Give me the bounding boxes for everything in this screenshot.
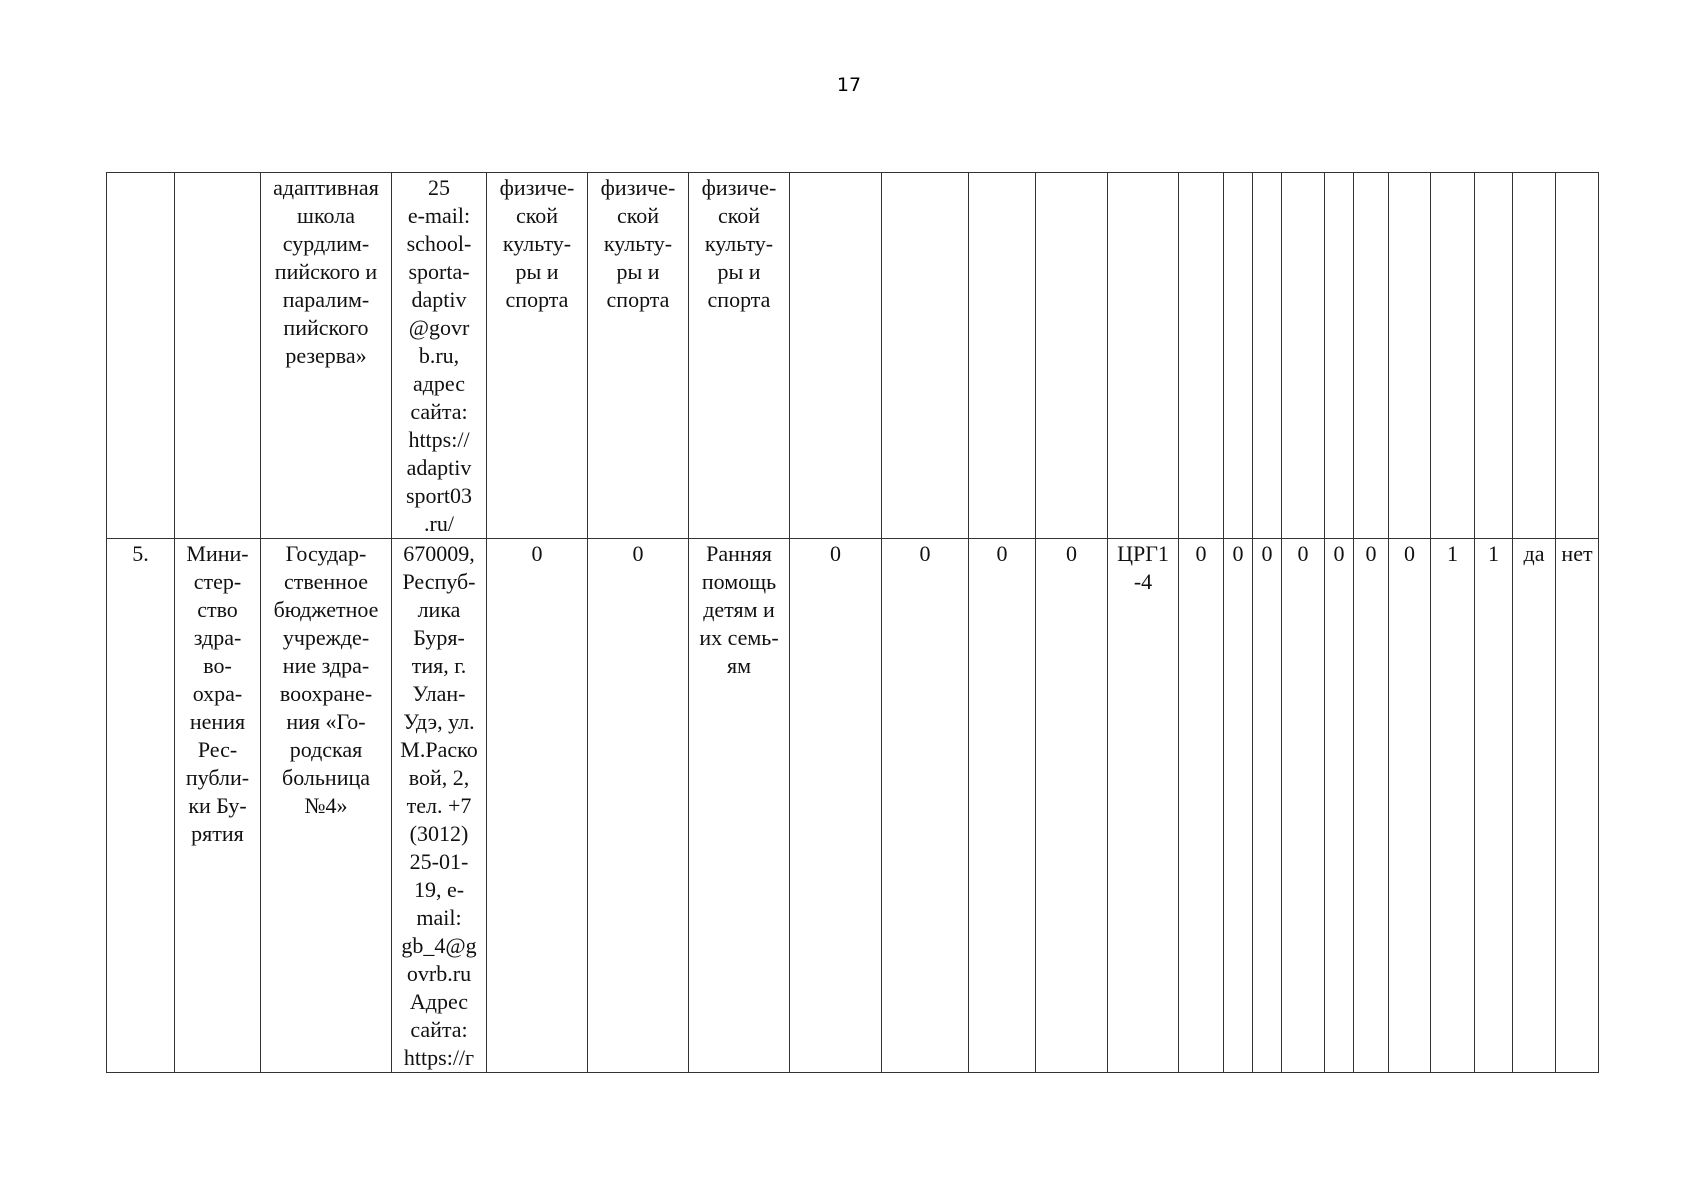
cell-col20 — [1431, 173, 1475, 539]
cell-col14 — [1224, 173, 1253, 539]
cell-col7: Ранняя помощь детям и их семь- ям — [689, 539, 790, 1073]
cell-col8 — [790, 173, 882, 539]
cell-agency — [175, 173, 261, 539]
cell-col12: ЦРГ1 -4 — [1108, 539, 1179, 1073]
registry-table — [106, 172, 1599, 1073]
cell-col23: нет — [1556, 539, 1599, 1073]
cell-col21 — [1475, 173, 1513, 539]
cell-organization: Государ- ственное бюджетное учрежде- ние здра- воохране- ния «Го- родская больница №4» — [261, 539, 392, 1073]
cell-col5: физиче- ской культу- ры и спорта — [487, 173, 588, 539]
cell-col17: 0 — [1325, 539, 1354, 1073]
cell-col10 — [969, 173, 1036, 539]
cell-agency: Мини- стер- ство здра- во- охра- нения Рес- публи- ки Бу- рятия — [175, 539, 261, 1073]
table-row — [107, 173, 1599, 539]
cell-col6: физиче- ской культу- ры и спорта — [588, 173, 689, 539]
cell-address: 670009, Респуб- лика Буря- тия, г. Улан- Удэ, ул. М.Раско вой, 2, тел. +7 (3012) 25-01- 19, e- mail: gb_4@g ovrb.ru Адрес сайта: https://г — [392, 539, 487, 1073]
cell-col17 — [1325, 173, 1354, 539]
cell-col23 — [1556, 173, 1599, 539]
cell-col9 — [882, 173, 969, 539]
table-row — [107, 539, 1599, 1073]
cell-index — [107, 173, 175, 539]
cell-col11 — [1036, 173, 1108, 539]
cell-organization: адаптивная школа сурдлим- пийского и паралим- пийского резерва» — [261, 173, 392, 539]
cell-col5: 0 — [487, 539, 588, 1073]
cell-col16 — [1282, 173, 1325, 539]
cell-col8: 0 — [790, 539, 882, 1073]
cell-col18: 0 — [1354, 539, 1389, 1073]
cell-col6: 0 — [588, 539, 689, 1073]
cell-col22 — [1513, 173, 1556, 539]
cell-address: 25 e-mail: school- sporta- daptiv @govr b.ru, адрес сайта: https:// adaptiv sport03 .ru/ — [392, 173, 487, 539]
cell-col22: да — [1513, 539, 1556, 1073]
cell-col15 — [1253, 173, 1282, 539]
cell-col12 — [1108, 173, 1179, 539]
cell-col13 — [1179, 173, 1224, 539]
cell-col19 — [1389, 173, 1431, 539]
cell-col21: 1 — [1475, 539, 1513, 1073]
cell-index: 5. — [107, 539, 175, 1073]
cell-col11: 0 — [1036, 539, 1108, 1073]
cell-col16: 0 — [1282, 539, 1325, 1073]
cell-col20: 1 — [1431, 539, 1475, 1073]
cell-col13: 0 — [1179, 539, 1224, 1073]
cell-col7: физиче- ской культу- ры и спорта — [689, 173, 790, 539]
cell-col15: 0 — [1253, 539, 1282, 1073]
cell-col19: 0 — [1389, 539, 1431, 1073]
page-number: 17 — [836, 74, 862, 96]
cell-col18 — [1354, 173, 1389, 539]
cell-col14: 0 — [1224, 539, 1253, 1073]
cell-col10: 0 — [969, 539, 1036, 1073]
cell-col9: 0 — [882, 539, 969, 1073]
